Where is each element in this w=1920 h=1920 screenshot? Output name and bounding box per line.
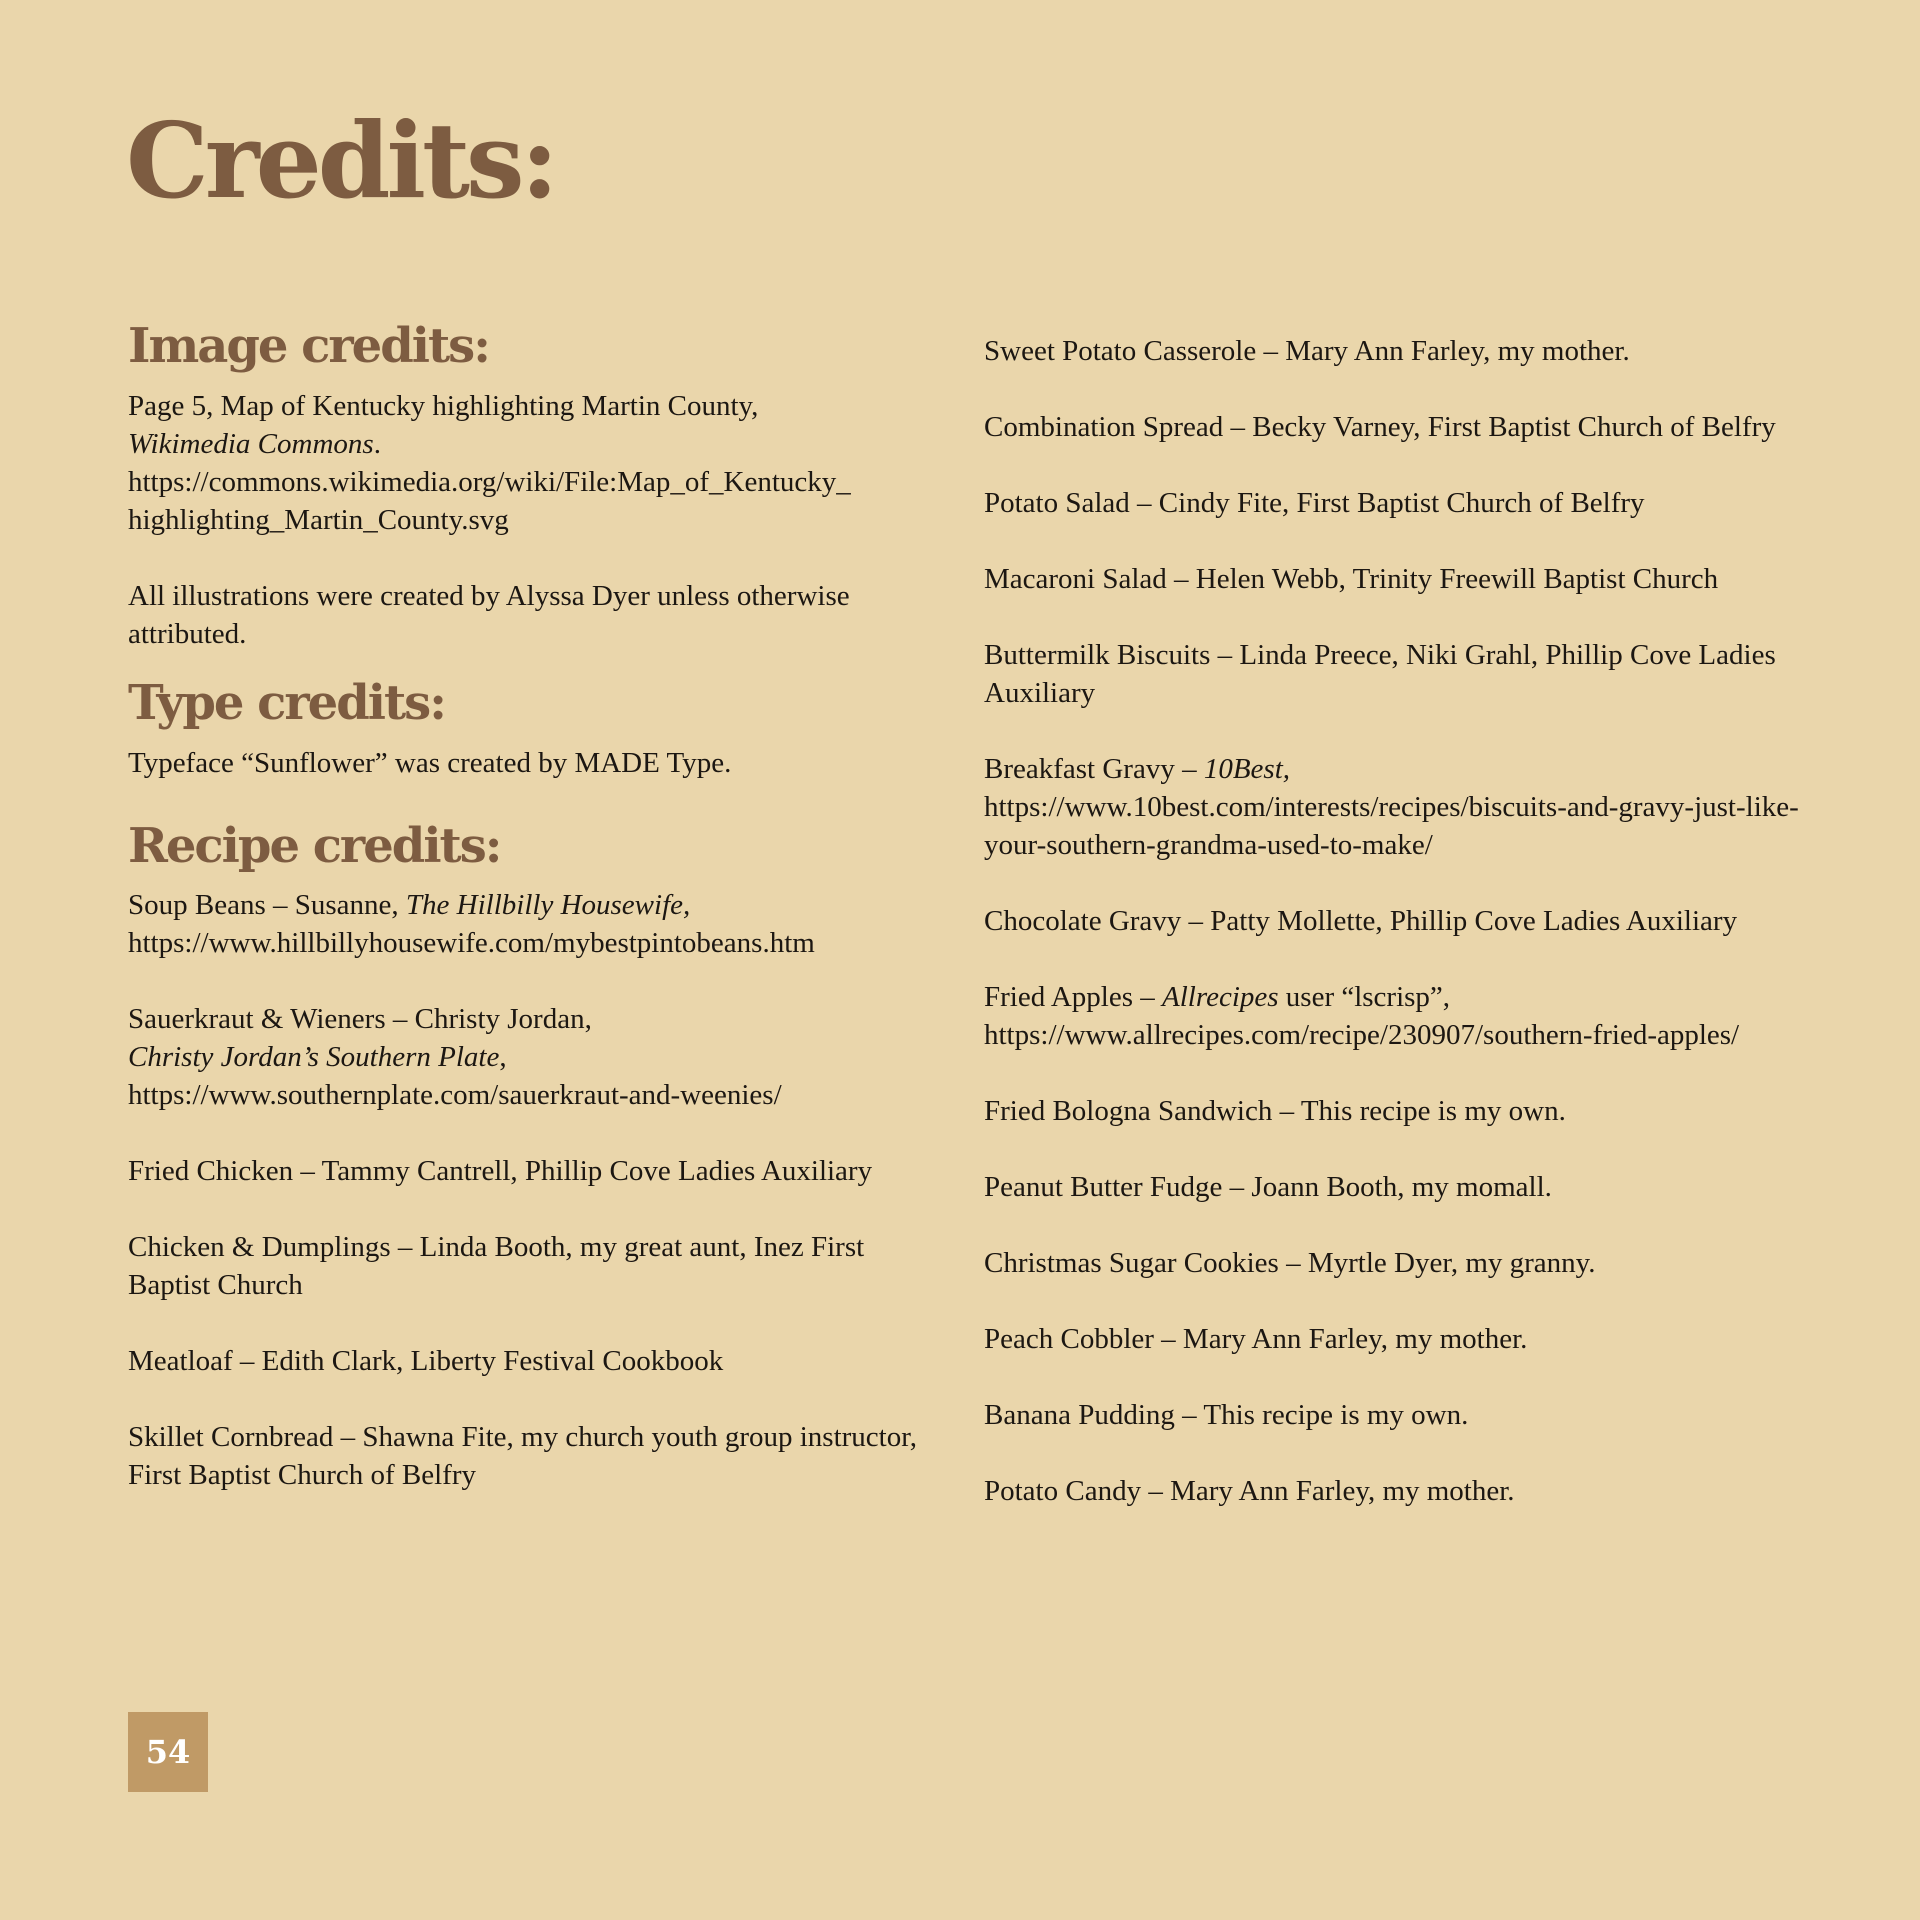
recipe-credit-peanut-butter-fudge: Peanut Butter Fudge – Joann Booth, my momall. [984,1171,1552,1203]
right-column [984,332,1804,1548]
recipe-credit-fried-bologna-sandwich: Fried Bologna Sandwich – This recipe is my own. [984,1095,1566,1127]
map-credit [128,387,938,539]
recipe-credit-url: , https://www.southernplate.com/sauerkraut-and-weenies/ [128,1041,782,1112]
page-title: Credits: [126,99,555,222]
recipe-credit-soup-beans [128,886,938,962]
recipe-credit-chicken-dumplings: Chicken & Dumplings – Linda Booth, my great aunt, Inez First Baptist Church [128,1231,865,1302]
recipe-credit-source: The Hillbilly Housewife, [405,889,691,922]
recipe-credit-buttermilk-biscuits: Buttermilk Biscuits – Linda Preece, Niki Grahl, Phillip Cove Ladies Auxiliary [984,639,1776,709]
map-credit-source: Wikimedia Commons [128,427,374,460]
recipe-credit-chocolate-gravy: Chocolate Gravy – Patty Mollette, Phillip Cove Ladies Auxiliary [984,905,1738,937]
recipe-credit-meatloaf: Meatloaf – Edith Clark, Liberty Festival Cookbook [128,1345,724,1378]
recipe-credit-url: user “lscrisp”, https://www.allrecipes.com/recipe/230907/southern-fried-apples/ [984,981,1740,1051]
image-credits-heading: Image credits: [128,318,489,374]
left-column [128,320,938,1494]
recipe-credit-text: Fried Apples – [984,981,1163,1013]
recipe-credit-fried-apples [984,978,1804,1054]
page-number: 54 [145,1733,191,1771]
map-credit-url-2: highlighting_Martin_County.svg [128,503,509,536]
recipe-credit-text: Sauerkraut & Wieners – Christy Jordan, [128,1003,592,1036]
recipe-credit-fried-chicken: Fried Chicken – Tammy Cantrell, Phillip Cove Ladies Auxiliary [128,1155,873,1188]
recipe-credit-skillet-cornbread: Skillet Cornbread – Shawna Fite, my church youth group instructor, First Baptist Church of Belfry [128,1421,917,1492]
recipe-credit-url: https://www.10best.com/interests/recipes/biscuits-and-gravy-just-like-your-southern-grandma-used-to-make/ [984,791,1799,861]
recipe-credit-sauerkraut [128,1000,938,1114]
recipe-credit-peach-cobbler: Peach Cobbler – Mary Ann Farley, my mother. [984,1323,1528,1355]
map-credit-dot: . [373,427,381,460]
recipe-credit-source: Allrecipes [1162,981,1279,1013]
recipe-credit-christmas-sugar-cookies: Christmas Sugar Cookies – Myrtle Dyer, my granny. [984,1247,1596,1279]
map-credit-prefix: Page 5, Map of Kentucky highlighting Martin County, [128,389,759,422]
recipe-credit-sweet-potato-casserole: Sweet Potato Casserole – Mary Ann Farley, my mother. [984,335,1630,367]
type-credits-heading: Type credits: [128,674,445,731]
page-number-badge [128,1712,208,1792]
typeface-credit: Typeface “Sunflower” was created by MADE Type. [128,746,732,779]
recipe-credit-source: Christy Jordan’s Southern Plate [128,1041,500,1074]
recipe-credit-potato-candy: Potato Candy – Mary Ann Farley, my mother. [984,1475,1515,1507]
recipe-credit-text: Breakfast Gravy – [984,753,1204,785]
recipe-credit-potato-salad: Potato Salad – Cindy Fite, First Baptist Church of Belfry [984,487,1645,519]
recipe-credit-banana-pudding: Banana Pudding – This recipe is my own. [984,1399,1469,1431]
recipe-credit-macaroni-salad: Macaroni Salad – Helen Webb, Trinity Freewill Baptist Church [984,563,1719,595]
recipe-credit-text: Soup Beans – Susanne, [128,889,406,922]
recipe-credits-heading: Recipe credits: [128,817,501,874]
recipe-credit-source: 10Best, [1203,753,1291,785]
recipe-credit-breakfast-gravy [984,750,1804,864]
illustrations-credit: All illustrations were created by Alyssa Dyer unless otherwise attributed. [128,579,850,650]
map-credit-url-1: https://commons.wikimedia.org/wiki/File:Map_of_Kentucky_ [128,465,851,498]
recipe-credit-url: https://www.hillbillyhousewife.com/mybestpintobeans.htm [128,927,815,960]
recipe-credit-combination-spread: Combination Spread – Becky Varney, First Baptist Church of Belfry [984,411,1776,443]
